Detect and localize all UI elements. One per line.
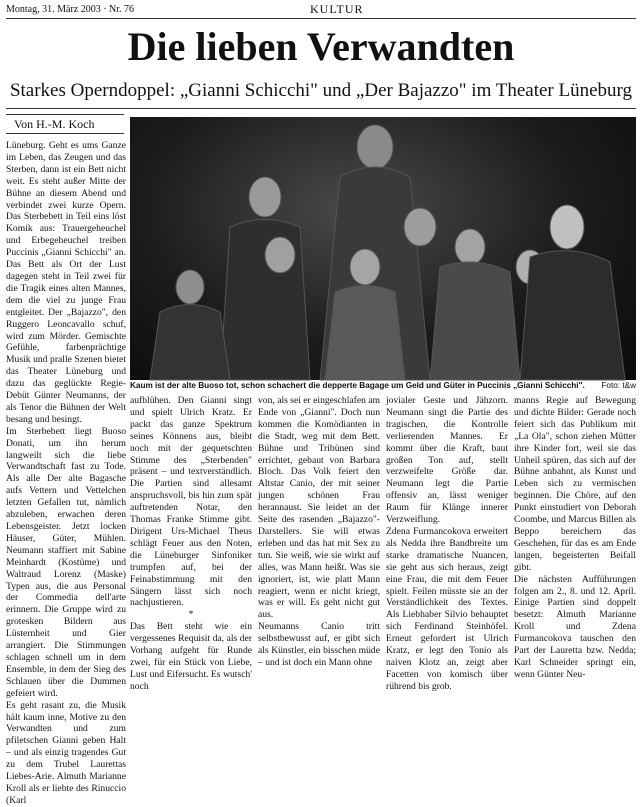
article-column-1 [6, 140, 126, 806]
article-column-4 [386, 395, 508, 692]
paragraph: jovialer Geste und Jähzorn. Neumann singt die Partie des tragischen, die Kontrolle verlierenden Mannes. Er kommt über die Kraft, baut großen Ton auf, stellt verzweifelte Größe dar. Neumann legt die Partie offensiv an, lässt weniger Raum für Klänge innerer Verzweiflung. [386, 395, 508, 526]
headline: Die lieben Verwandten [127, 24, 515, 69]
byline: Von H.-M. Koch [6, 114, 124, 134]
paragraph: Es geht rasant zu, die Musik hält kaum inne, Motive zu den Verwandten und zum pfiletschen Gianni geben Halt – und als einzig tragendes Gut zu dem Trubel Laurettas Liebes-Arie. Almuth Marianne Kroll als er liebte des Rinuccio (Karl [6, 699, 126, 806]
paragraph: Zdena Furmancokova erweitert als Nedda ihre Bandbreite um starke dramatische Nuancen, sie geht aus sich heraus, zeigt eine Frau, die mit dem Feuer spielt. Feilen müsste sie an der Verständlichkeit des Textes. Als Liebhaber Silvio behauptet sich Ferdinand Steinhöfel. Erneut gefordert ist Ulrich Kratz, er legt den Tonio als naiven Klotz an, zeigt aber Facetten von komisch über rührend bis grob. [386, 525, 508, 692]
article-column-2 [130, 395, 252, 692]
paragraph: Lüneburg. Geht es ums Ganze im Leben, das Zeugen und das Sterben, dann ist ein Bett nicht weit. Es steht außer Mitte der Bühne an diesem Abend und verbindet zwei kurze Opern. Das Sterbebett in Teil eins löst Komik aus: Trauergeheuchel und Erbegeheuchel treiben Puccinis „Gianni Schicchi" an. Das Bett als Ort der Lust dagegen steht in Teil zwei für die Tragik eines alten Mannes, dem die viel zu junge Frau entgleitet. Der „Bajazzo", den Ruggero Leoncavallo schuf, wird zum Mörder. Gemischte Gefühle, farbenprächtige Musik und pralle Szenen bietet das Theater Lüneburg und dazu das geglückte Regie-Debüt Günter Neumanns, der als Tenor die Bühnen der Welt besang und besingt. [6, 140, 126, 425]
photo-caption [130, 381, 636, 393]
paragraph: Im Sterbebett liegt Buoso Donati, um ihn herum langweilt sich die liebe Verwandtschaft fast zu Tode. Als alle Der alte Bagasche aufs Vettern und Vettelchen letzten Gefallen tut, nämlich abzuleben, erwachen deren Lebensgeister. Jetzt locken Häuser, Güter, Mühlen. Neumann staffiert mit Sabine Meinhardt (Kostüme) und Waltraud Lorenz (Maske) Typen aus, die aus Personal der Commedia dell'arte erinnern. Die Gruppe wird zu grotesken Bildern aus Lüsternheit und Gier arrangiert. Die Stimmungen schlagen schnell um in dem Ensemble, in dem der Sieg des Schlauen über die Dummen gefeiert wird. [6, 425, 126, 699]
subheadline: Starkes Operndoppel: „Gianni Schicchi" und „Der Bajazzo" im Theater Lüneburg [9, 80, 633, 101]
article-column-3 [258, 395, 381, 668]
paragraph: Die nächsten Aufführungen folgen am 2., 8. und 12. April. Einige Partien sind doppelt besetzt: Almuth Marianne Kroll und Zdena Furmancokova tauschen den Part der Lauretta bzw. Nedda; Karl Schneider springt ein, wenn Günter Neu- [514, 573, 636, 680]
photo-credit: Foto: t&w [601, 381, 636, 390]
paragraph: von, als sei er eingeschlafen am Ende von „Gianni". Doch nun kommen die Komödianten in die Stadt, weg mit dem Bett. Bühne und Tribünen sind errichtet, gebaut von Barbara Bloch. Das Volk feiert den Altstar Canio, der mit seiner jungen schönen Frau herannaust. Sie leidet an der Seite des rasenden „Bajazzo"-Darstellers. Sie will etwas erleben und das hat mit Sex zu tun. Sie weiß, wie sie wirkt auf alles, was Mann heißt. Was sie ignoriert, ist, wie platt Mann reagiert, wenn er nicht kriegt, was er will. Es geht nicht gut aus. [258, 395, 381, 621]
masthead-bar [6, 2, 636, 19]
photo-figures [130, 117, 636, 380]
paragraph: Neumanns Canio tritt selbstbewusst auf, er gibt sich als Künstler, ein bisschen müde – und ist doch ein Mann ohne [258, 621, 380, 668]
section-label: KULTUR [306, 2, 368, 17]
issue-date: Montag, 31. März 2003 · Nr. 76 [6, 4, 135, 15]
paragraph: Das Bett steht wie ein vergessenes Requisit da, als der Vorhang aufgeht für Runde zwei, für ein Stück von Liebe, Lust und Eifersucht. Es wutsch' noch [130, 621, 252, 692]
section-break-star: * [188, 609, 194, 621]
stage-photo [130, 117, 636, 380]
paragraph: manns Regie auf Bewegung und dichte Bilder: Gerade noch feiert sich das Publikum mit „La Ola", schon ziehen Mütter ihre Kinder fort, weil sie das Unheil spüren, das sich auf der Bühne anbahnt, als Kunst und Leben sich zu vermischen beginnen. Die Chöre, auf den Punkt einstudiert von Deborah Coombe, und Marcus Billen als Beppo bereichern das Geschehen, für das es am Ende langen, begeisterten Beifall gibt. [514, 395, 636, 573]
divider-rule [6, 108, 636, 109]
caption-text: Kaum ist der alte Buoso tot, schon schachert die depperte Bagage um Geld und Güter in Puccinis „Gianni Schicchi". [130, 381, 585, 390]
article-column-5 [514, 395, 636, 680]
paragraph: aufblühen. Den Gianni singt und spielt Ulrich Kratz. Er packt das ganze Spektrum seines Könnens aus, bleibt noch mit der gequetschten Stimme des „Sterbenden" präsent – und textverständlich. Die Partien sind allesamt anspruchsvoll, bis hin zum spät auftretenden Notar, den Thomas Franke Stimme gibt. Dirigent Urs-Michael Theus schlägt Feuer aus den Noten, die Lüneburger Sinfoniker trumpfen auf, bei der Feinabstimmung mit den Sängern lässt sich noch nachjustieren. [130, 395, 252, 609]
